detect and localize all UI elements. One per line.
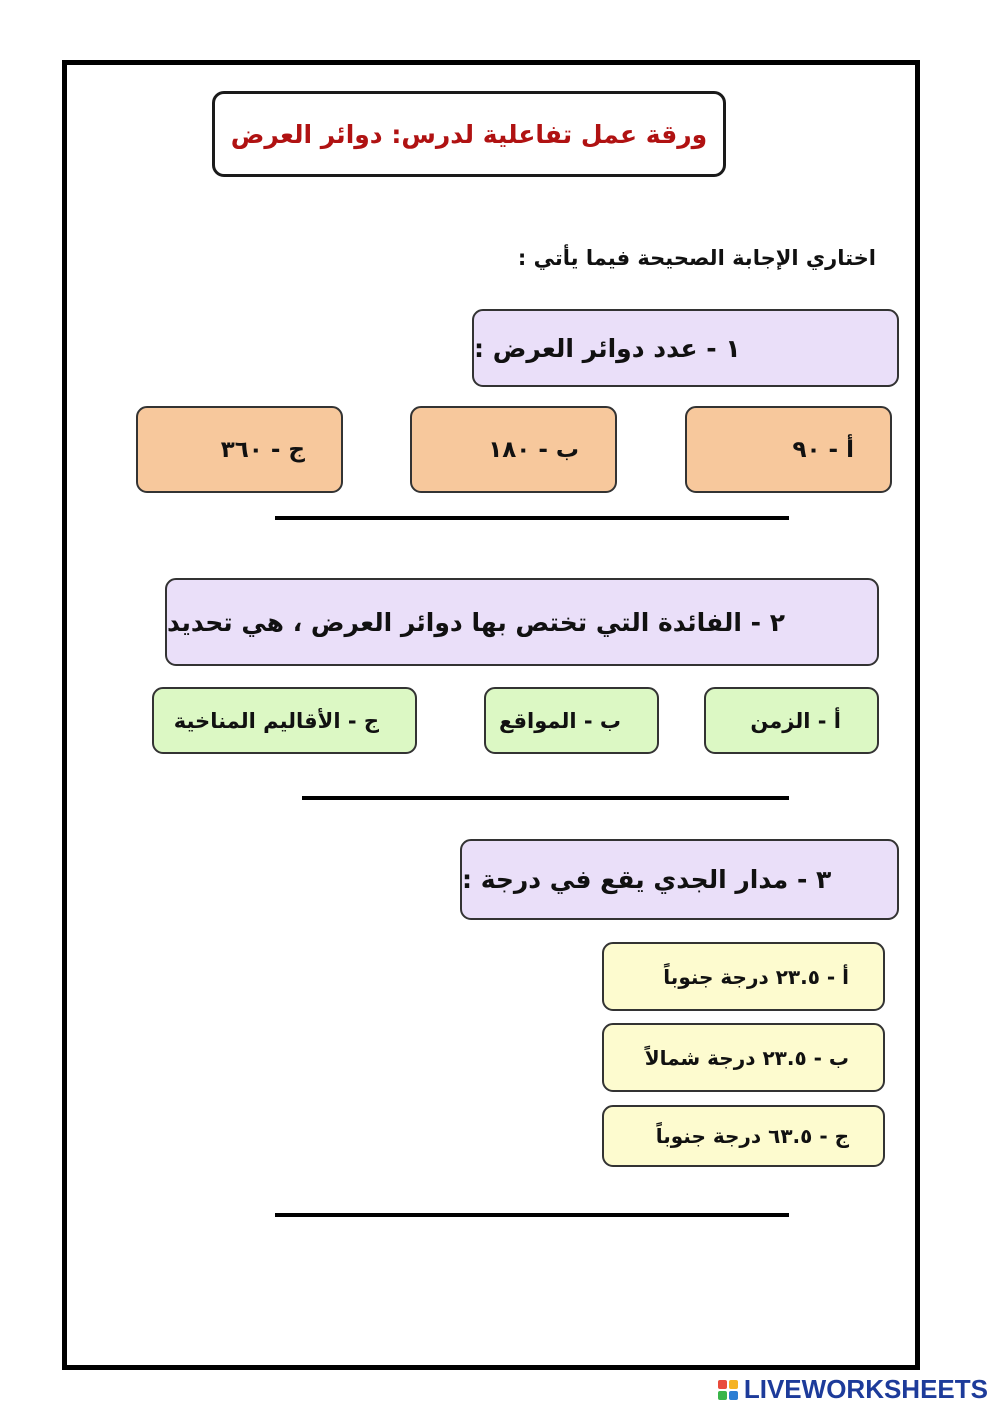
question-3-option-c[interactable]: [602, 1105, 885, 1167]
question-2-option-c[interactable]: [152, 687, 417, 754]
answer-line-2: [302, 796, 789, 800]
question-3: [460, 839, 899, 920]
brand-name: LIVEWORKSHEETS: [743, 1374, 988, 1404]
logo-square-icon: [718, 1391, 727, 1400]
logo-square-icon: [729, 1380, 738, 1389]
option-label: ج - الأقاليم المناخية: [173, 708, 379, 733]
instruction-text: اختاري الإجابة الصحيحة فيما يأتي :: [517, 246, 876, 270]
option-label: أ - ٩٠: [792, 436, 854, 463]
option-label: ب - ٢٣.٥ درجة شمالاً: [644, 1045, 849, 1070]
worksheet-title: ورقة عمل تفاعلية لدرس: دوائر العرض: [230, 119, 708, 149]
liveworksheets-logo[interactable]: [718, 1374, 988, 1405]
title-box: [212, 91, 726, 177]
logo-grid-icon: [718, 1380, 738, 1400]
question-1: [472, 309, 899, 387]
question-1-option-b[interactable]: [410, 406, 617, 493]
option-label: أ - الزمن: [750, 708, 841, 733]
logo-square-icon: [718, 1380, 727, 1389]
question-2-option-b[interactable]: [484, 687, 659, 754]
logo-square-icon: [729, 1391, 738, 1400]
question-3-text: ٣ - مدار الجدي يقع في درجة :: [462, 865, 832, 894]
option-label: ج - ٣٦٠: [220, 436, 305, 463]
question-1-text: ١ - عدد دوائر العرض :: [474, 333, 741, 363]
question-2-text: ٢ - الفائدة التي تختص بها دوائر العرض ، هي تحديد: [167, 607, 785, 637]
option-label: ب - المواقع: [498, 708, 621, 733]
question-2: [165, 578, 879, 666]
question-3-option-a[interactable]: [602, 942, 885, 1011]
option-label: ب - ١٨٠: [488, 436, 579, 463]
question-1-option-c[interactable]: [136, 406, 343, 493]
answer-line-1: [275, 516, 789, 520]
question-3-option-b[interactable]: [602, 1023, 885, 1092]
answer-line-3: [275, 1213, 789, 1217]
option-label: أ - ٢٣.٥ درجة جنوباً: [663, 964, 849, 989]
question-1-option-a[interactable]: [685, 406, 892, 493]
question-2-option-a[interactable]: [704, 687, 879, 754]
option-label: ج - ٦٣.٥ درجة جنوباً: [655, 1124, 849, 1148]
